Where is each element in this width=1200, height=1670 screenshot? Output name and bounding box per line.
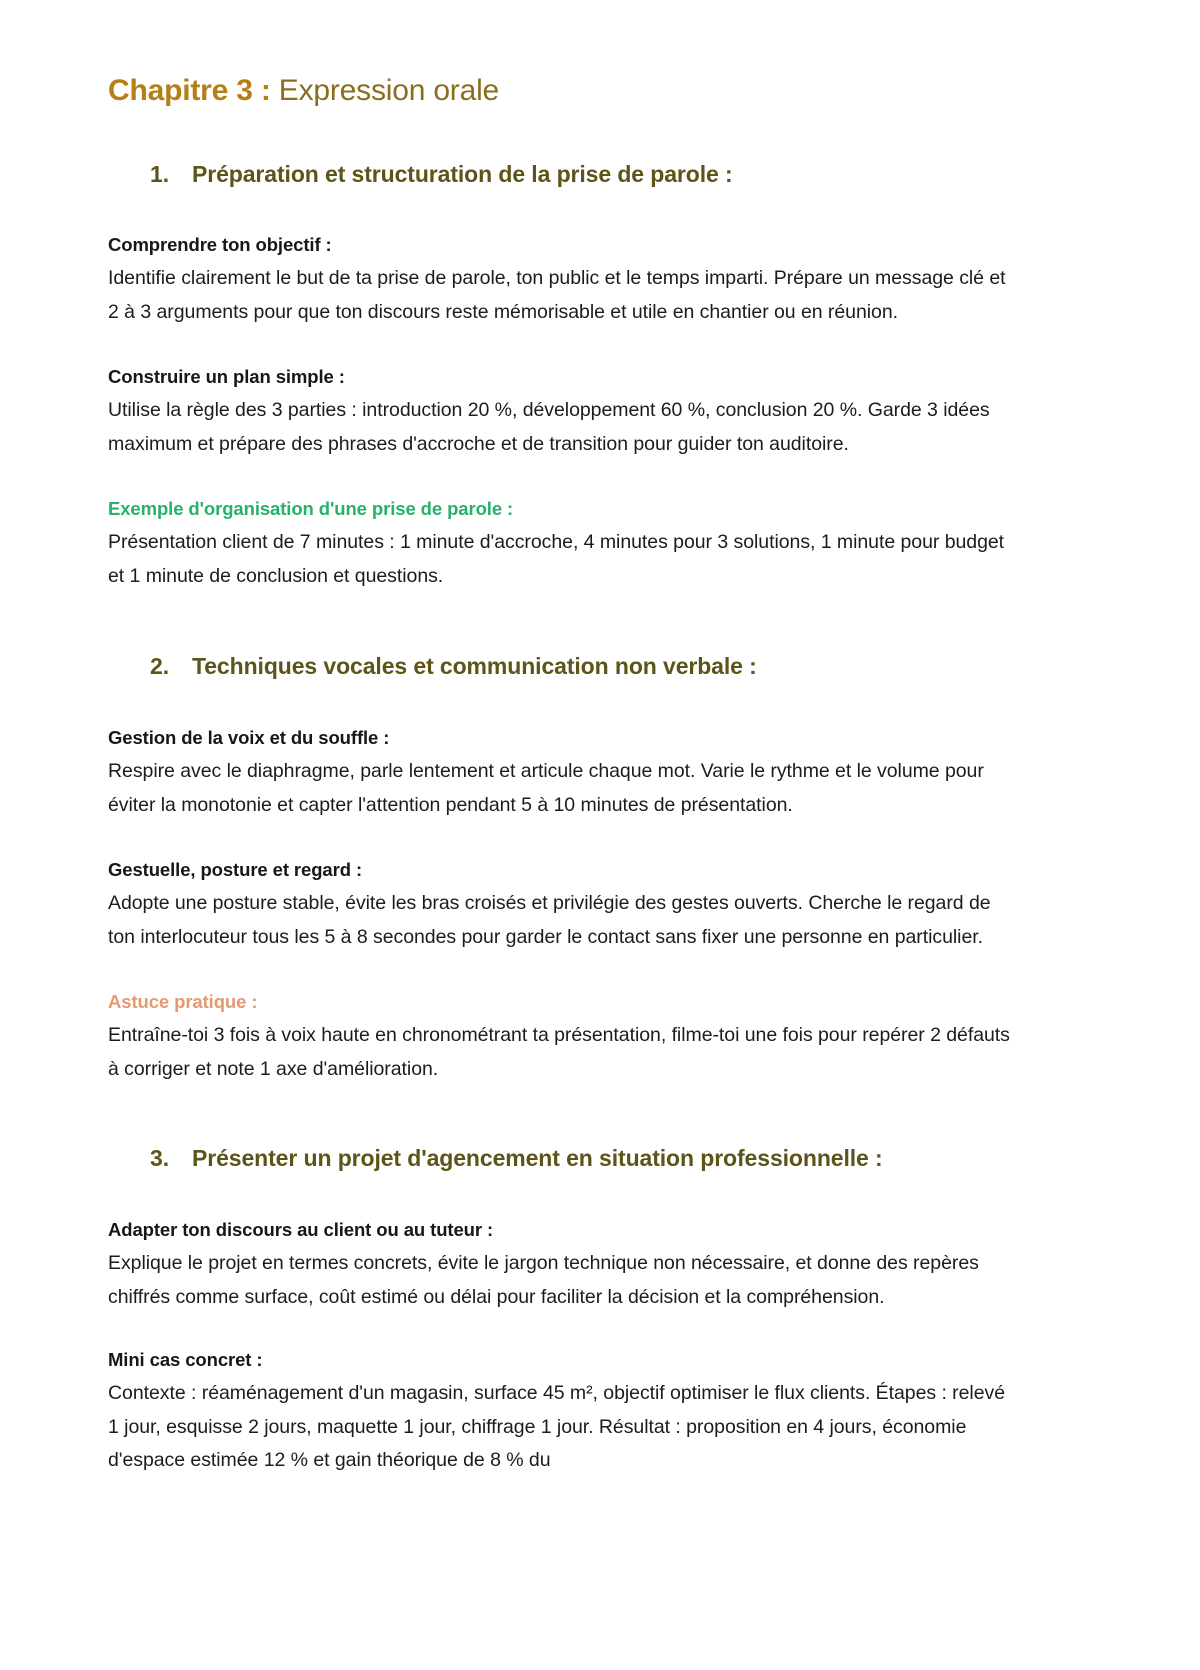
section-heading-1	[108, 160, 1020, 190]
section-3	[108, 1144, 1020, 1477]
content-block	[108, 1348, 1020, 1478]
paragraph: Respire avec le diaphragme, parle lentement et articule chaque mot. Varie le rythme et le volume pour éviter la monotonie et capter l'attention pendant 5 à 10 minutes de présentation.	[108, 760, 984, 816]
section-1	[108, 160, 1020, 594]
sub-heading: Construire un plan simple :	[108, 366, 345, 388]
paragraph: Contexte : réaménagement d'un magasin, surface 45 m², objectif optimiser le flux clients. Étapes : relevé 1 jour, esquisse 2 jours, maquette 1 jour, chiffrage 1 jour. Résultat : proposition en 4 jours, économie d'espace estimée 12 % et gain théorique de 8 % du	[108, 1382, 1005, 1472]
page-title	[108, 72, 1020, 110]
content-block-tip	[108, 990, 1020, 1086]
document-content	[108, 72, 1020, 1478]
content-block	[108, 233, 1020, 329]
section-title-1: Préparation et structuration de la prise de parole :	[192, 160, 733, 187]
section-title-2: Techniques vocales et communication non verbale :	[192, 653, 757, 680]
content-block	[108, 726, 1020, 822]
section-number-2: 2.	[150, 653, 169, 680]
sub-heading: Mini cas concret :	[108, 1349, 263, 1371]
paragraph: Présentation client de 7 minutes : 1 minute d'accroche, 4 minutes pour 3 solutions, 1 minute pour budget et 1 minute de conclusion et questions.	[108, 531, 1005, 587]
page-title-chapter: Chapitre 3 :	[108, 74, 271, 107]
section-number-1: 1.	[150, 160, 169, 187]
sub-heading-tip: Astuce pratique :	[108, 991, 258, 1013]
section-2	[108, 652, 1020, 1086]
paragraph: Adopte une posture stable, évite les bras croisés et privilégie des gestes ouverts. Cherche le regard de ton interlocuteur tous les 5 à 8 secondes pour garder le contact sans fixer une personne en particulier.	[108, 892, 991, 948]
paragraph: Entraîne-toi 3 fois à voix haute en chronométrant ta présentation, filme-toi une fois pour repérer 2 défauts à corriger et note 1 axe d'amélioration.	[108, 1024, 1010, 1080]
section-title-3: Présenter un projet d'agencement en situation professionnelle :	[192, 1145, 883, 1172]
paragraph: Explique le projet en termes concrets, évite le jargon technique non nécessaire, et donne des repères chiffrés comme surface, coût estimé ou délai pour faciliter la décision et la compréhension.	[108, 1252, 979, 1308]
section-number-3: 3.	[150, 1145, 169, 1172]
content-block-example	[108, 497, 1020, 593]
paragraph: Identifie clairement le but de ta prise de parole, ton public et le temps imparti. Prépare un message clé et 2 à 3 arguments pour que ton discours reste mémorisable et utile en chantier ou en réunion.	[108, 267, 1006, 323]
sub-heading: Comprendre ton objectif :	[108, 234, 332, 256]
page-title-subject: Expression orale	[270, 74, 500, 107]
paragraph: Utilise la règle des 3 parties : introduction 20 %, développement 60 %, conclusion 20 %. Garde 3 idées maximum et prépare des phrases d'accroche et de transition pour guider ton auditoire.	[108, 399, 990, 455]
section-heading-2	[108, 652, 1020, 682]
content-block	[108, 1218, 1020, 1314]
sub-heading: Gestuelle, posture et regard :	[108, 859, 363, 881]
sub-heading: Adapter ton discours au client ou au tuteur :	[108, 1219, 494, 1241]
sub-heading: Gestion de la voix et du souffle :	[108, 727, 390, 749]
content-block	[108, 365, 1020, 461]
section-heading-3	[108, 1144, 1020, 1174]
sub-heading-example: Exemple d'organisation d'une prise de parole :	[108, 498, 514, 520]
content-block	[108, 858, 1020, 954]
